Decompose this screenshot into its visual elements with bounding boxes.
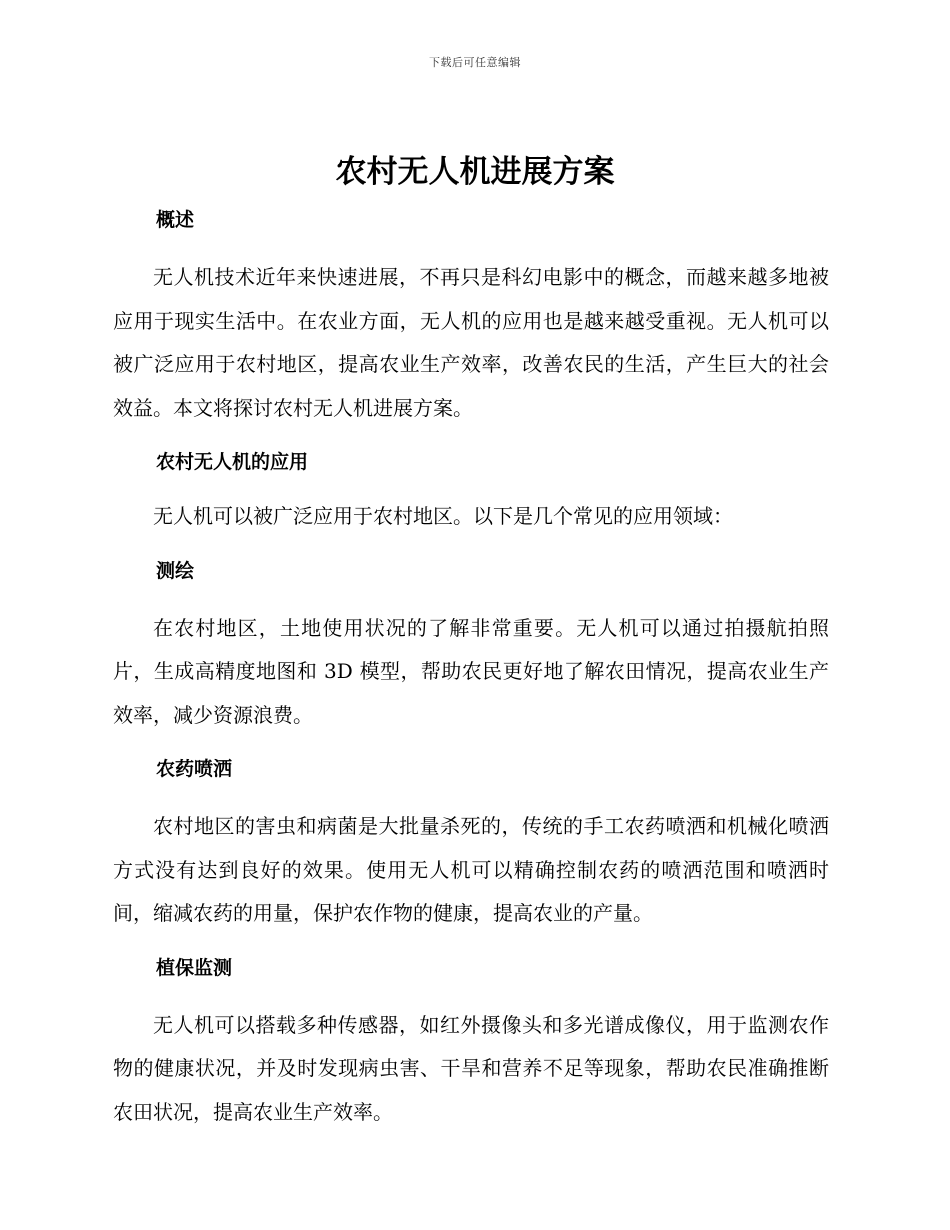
section-heading-overview: 概述 (156, 209, 195, 231)
page-header: 下载后可任意编辑 (429, 56, 521, 69)
section-paragraph-mapping: 在农村地区，土地使用状况的了解非常重要。无人机可以通过拍摄航拍照片，生成高精度地图和 3D 模型，帮助农民更好地了解农田情况，提高农业生产效率，减少资源浪费。 (113, 615, 829, 727)
section-heading-crop-monitoring: 植保监测 (156, 956, 233, 979)
section-heading-mapping: 测绘 (156, 559, 195, 582)
document-body (113, 200, 829, 1154)
document-title: 农村无人机进展方案 (335, 154, 615, 190)
section-paragraph-applications: 无人机可以被广泛应用于农村地区。以下是几个常见的应用领域： (153, 504, 733, 528)
section-paragraph-overview: 无人机技术近年来快速进展，不再只是科幻电影中的概念，而越来越多地被应用于现实生活中。在农业方面，无人机的应用也是越来越受重视。无人机可以被广泛应用于农村地区，提高农业生产效率，改善农民的生活，产生巨大的社会效益。本文将探讨农村无人机进展方案。 (113, 265, 829, 420)
section-heading-applications: 农村无人机的应用 (156, 451, 309, 473)
section-paragraph-crop-monitoring: 无人机可以搭载多种传感器，如红外摄像头和多光谱成像仪，用于监测农作物的健康状况，并及时发现病虫害、干旱和营养不足等现象，帮助农民准确推断农田状况，提高农业生产效率。 (113, 1012, 829, 1124)
section-paragraph-pesticide-spraying: 农村地区的害虫和病菌是大批量杀死的，传统的手工农药喷洒和机械化喷洒方式没有达到良好的效果。使用无人机可以精确控制农药的喷洒范围和喷洒时间，缩减农药的用量，保护农作物的健康，提高农业的产量。 (113, 814, 829, 925)
section-heading-pesticide-spraying: 农药喷洒 (156, 758, 233, 780)
